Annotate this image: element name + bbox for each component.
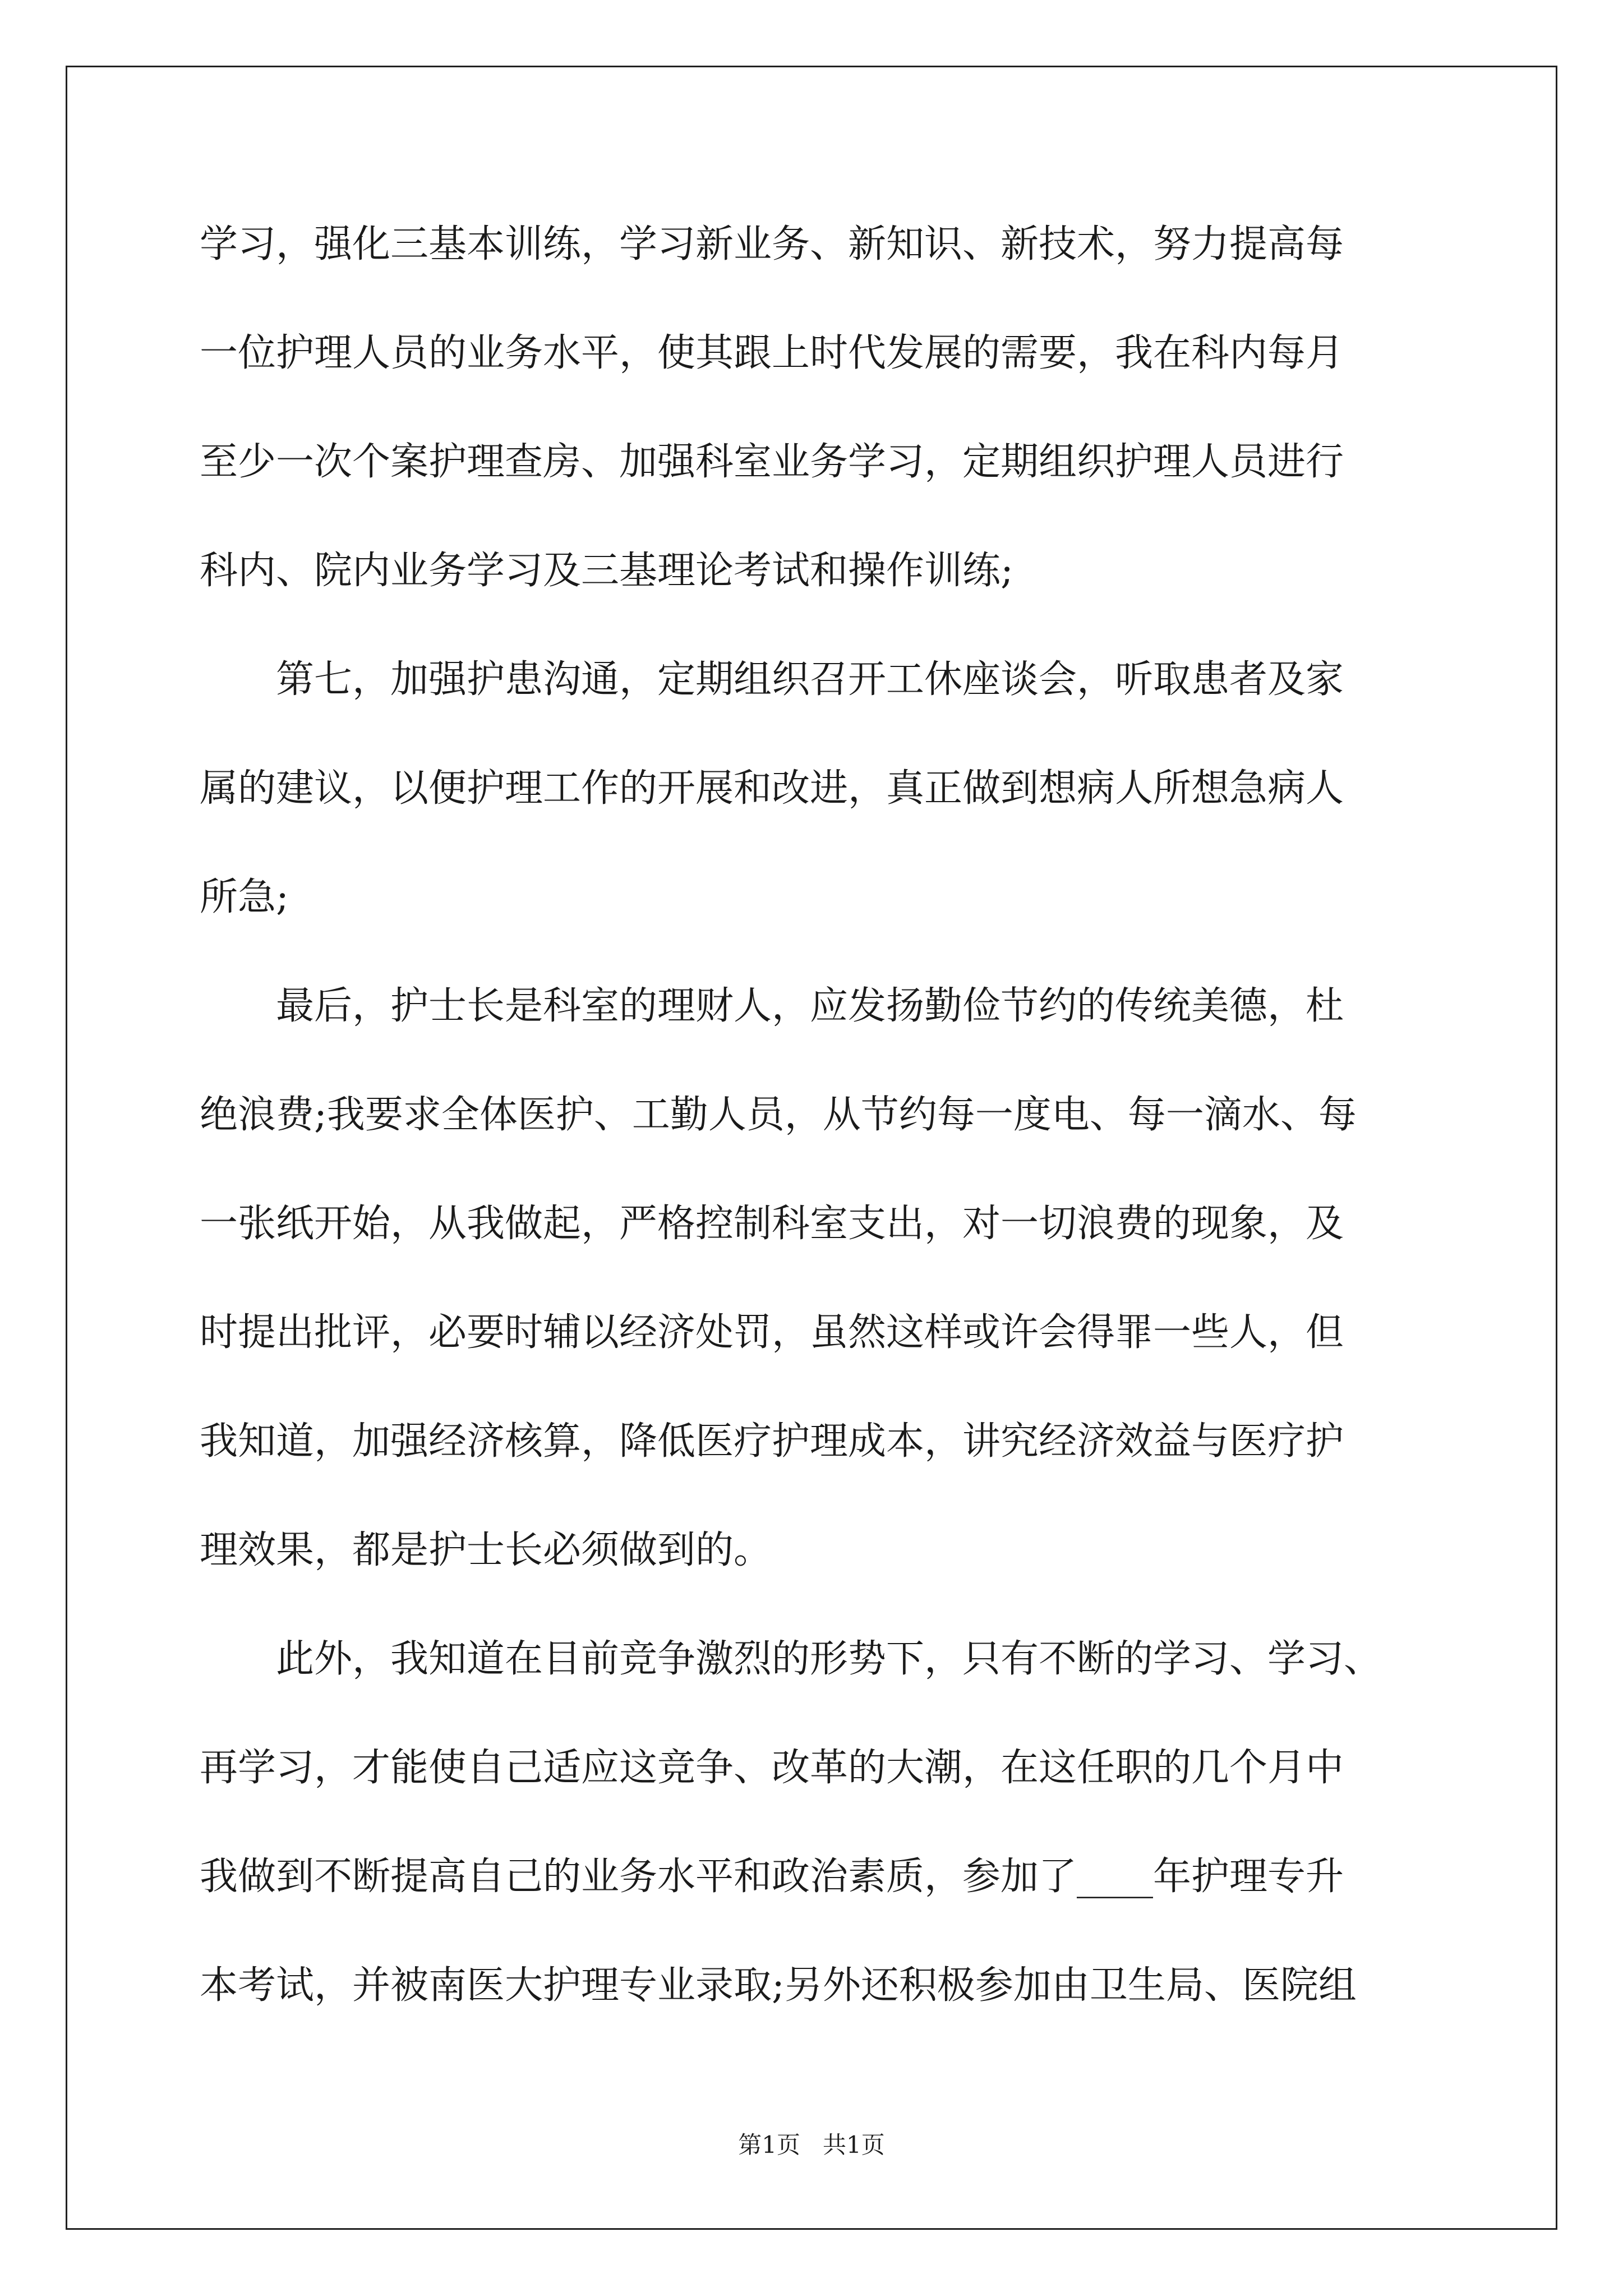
text-line: 此外，我知道在目前竞争激烈的形势下，只有不断的学习、学习、 [200, 1637, 1382, 1681]
text-line: 一张纸开始，从我做起，严格控制科室支出，对一切浪费的现象，及 [200, 1202, 1344, 1246]
text-line: 至少一次个案护理查房、加强科室业务学习，定期组织护理人员进行 [200, 440, 1344, 484]
page-number: 第1页 [738, 2131, 800, 2159]
page-border [66, 66, 1557, 2230]
text-line: 最后，护士长是科室的理财人，应发扬勤俭节约的传统美德，杜 [200, 984, 1344, 1028]
text-line: 学习，强化三基本训练，学习新业务、新知识、新技术，努力提高每 [200, 222, 1344, 266]
text-line: 属的建议，以便护理工作的开展和改进，真正做到想病人所想急病人 [200, 766, 1344, 811]
text-line: 绝浪费;我要求全体医护、工勤人员，从节约每一度电、每一滴水、每 [200, 1093, 1357, 1137]
page-total: 共1页 [823, 2131, 885, 2159]
text-line: 本考试，并被南医大护理专业录取;另外还积极参加由卫生局、医院组 [200, 1963, 1357, 2008]
text-line: 科内、院内业务学习及三基理论考试和操作训练; [200, 549, 1013, 593]
text-line: 一位护理人员的业务水平，使其跟上时代发展的需要，我在科内每月 [200, 331, 1344, 375]
text-line: 理效果，都是护士长必须做到的。 [200, 1528, 772, 1572]
text-line: 第七，加强护患沟通，定期组织召开工休座谈会，听取患者及家 [200, 657, 1344, 702]
text-line: 我知道，加强经济核算，降低医疗护理成本，讲究经济效益与医疗护 [200, 1419, 1344, 1464]
text-line: 所急; [200, 875, 289, 919]
text-line: 再学习，才能使自己适应这竞争、改革的大潮，在这任职的几个月中 [200, 1746, 1344, 1790]
text-line: 时提出批评，必要时辅以经济处罚，虽然这样或许会得罪一些人，但 [200, 1310, 1344, 1355]
text-line: 我做到不断提高自己的业务水平和政治素质，参加了____年护理专升 [200, 1855, 1344, 1899]
page-footer [0, 2133, 1623, 2157]
